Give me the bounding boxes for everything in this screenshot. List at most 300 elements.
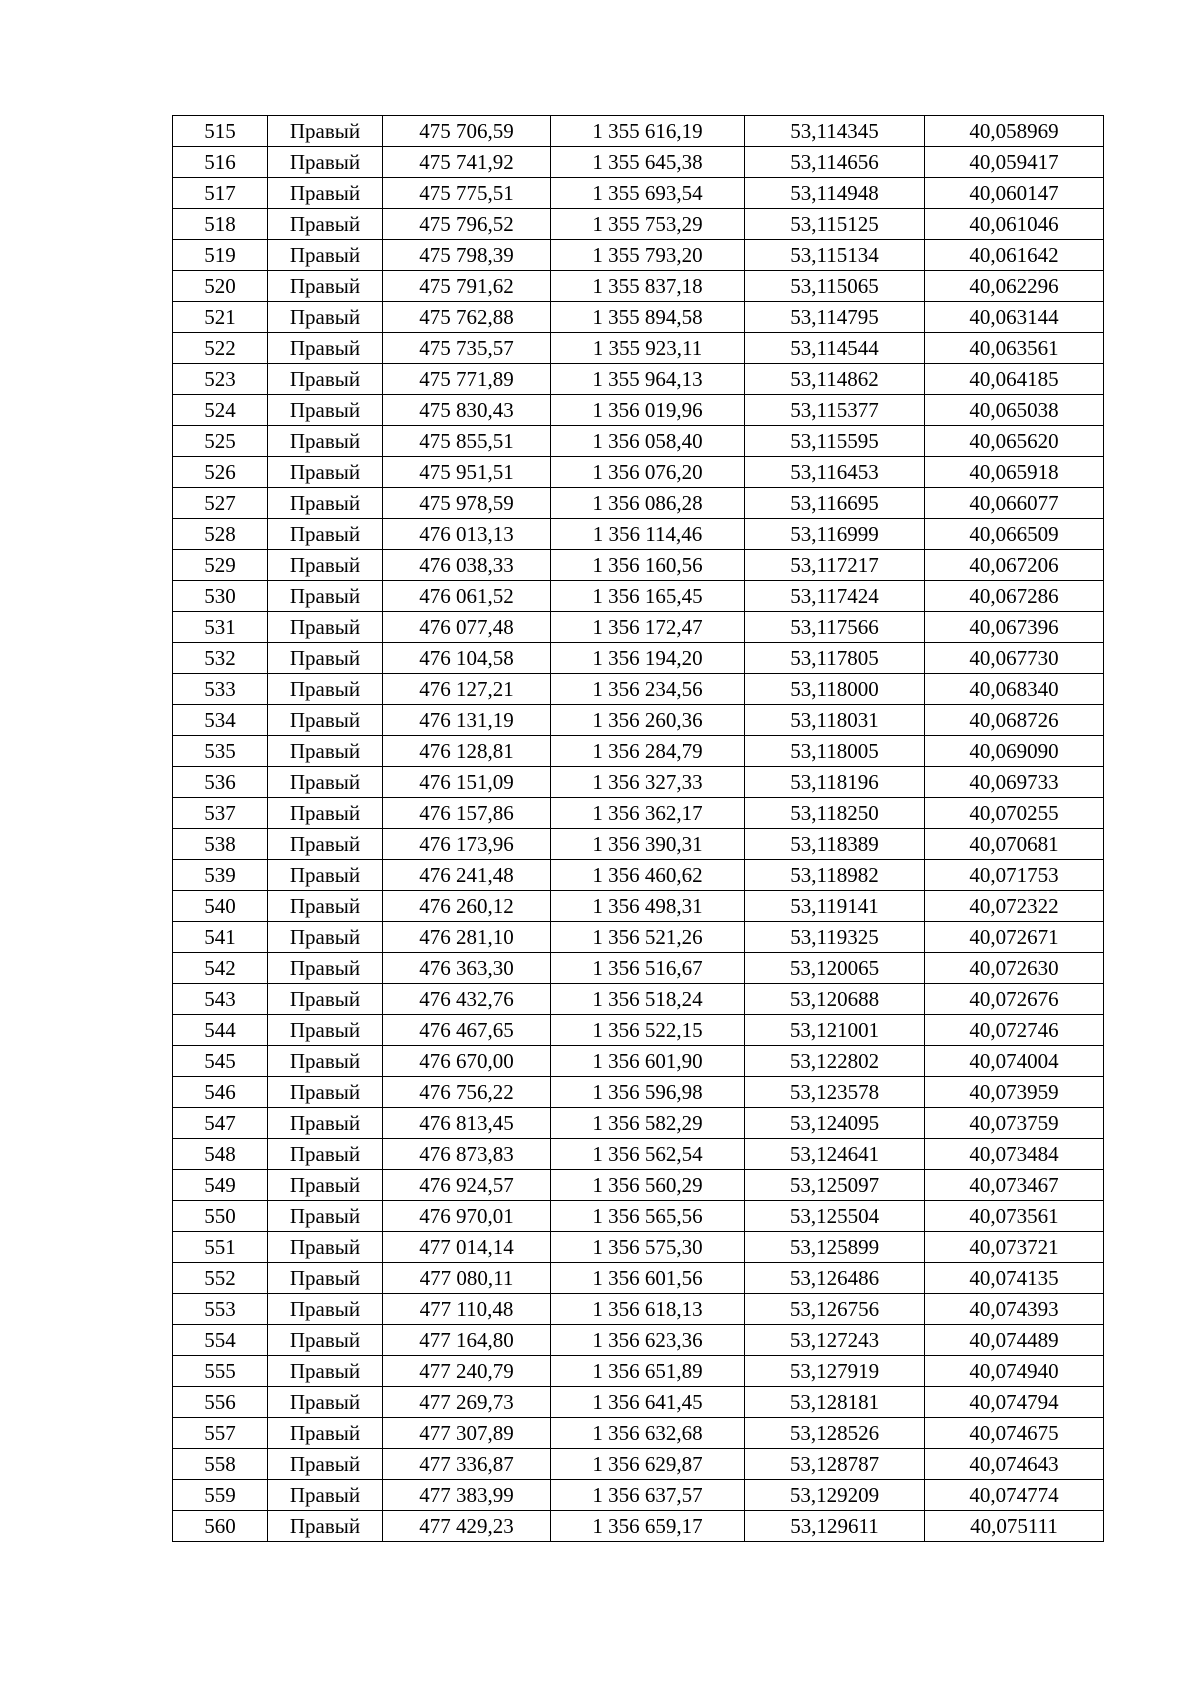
y-coordinate-cell: 1 355 753,29: [551, 209, 745, 240]
latitude-cell: 53,128181: [745, 1387, 925, 1418]
side-cell: Правый: [268, 1108, 383, 1139]
longitude-cell: 40,069090: [925, 736, 1104, 767]
latitude-cell: 53,115134: [745, 240, 925, 271]
x-coordinate-cell: 475 706,59: [383, 116, 551, 147]
y-coordinate-cell: 1 356 058,40: [551, 426, 745, 457]
y-coordinate-cell: 1 355 923,11: [551, 333, 745, 364]
side-cell: Правый: [268, 953, 383, 984]
side-cell: Правый: [268, 767, 383, 798]
side-cell: Правый: [268, 674, 383, 705]
table-row: [173, 147, 1104, 178]
latitude-cell: 53,118982: [745, 860, 925, 891]
point-number-cell: 559: [173, 1480, 268, 1511]
side-cell: Правый: [268, 147, 383, 178]
latitude-cell: 53,126756: [745, 1294, 925, 1325]
point-number-cell: 537: [173, 798, 268, 829]
y-coordinate-cell: 1 356 659,17: [551, 1511, 745, 1542]
point-number-cell: 527: [173, 488, 268, 519]
longitude-cell: 40,065620: [925, 426, 1104, 457]
side-cell: Правый: [268, 643, 383, 674]
latitude-cell: 53,118389: [745, 829, 925, 860]
table-row: [173, 1418, 1104, 1449]
point-number-cell: 550: [173, 1201, 268, 1232]
table-row: [173, 705, 1104, 736]
point-number-cell: 558: [173, 1449, 268, 1480]
y-coordinate-cell: 1 356 582,29: [551, 1108, 745, 1139]
side-cell: Правый: [268, 395, 383, 426]
table-row: [173, 1201, 1104, 1232]
latitude-cell: 53,125899: [745, 1232, 925, 1263]
table-row: [173, 1356, 1104, 1387]
longitude-cell: 40,074794: [925, 1387, 1104, 1418]
longitude-cell: 40,067286: [925, 581, 1104, 612]
point-number-cell: 538: [173, 829, 268, 860]
latitude-cell: 53,122802: [745, 1046, 925, 1077]
point-number-cell: 551: [173, 1232, 268, 1263]
latitude-cell: 53,114862: [745, 364, 925, 395]
table-row: [173, 488, 1104, 519]
side-cell: Правый: [268, 1077, 383, 1108]
latitude-cell: 53,119141: [745, 891, 925, 922]
side-cell: Правый: [268, 891, 383, 922]
table-row: [173, 581, 1104, 612]
x-coordinate-cell: 475 830,43: [383, 395, 551, 426]
x-coordinate-cell: 476 432,76: [383, 984, 551, 1015]
x-coordinate-cell: 475 951,51: [383, 457, 551, 488]
y-coordinate-cell: 1 356 522,15: [551, 1015, 745, 1046]
latitude-cell: 53,116999: [745, 519, 925, 550]
x-coordinate-cell: 476 924,57: [383, 1170, 551, 1201]
point-number-cell: 541: [173, 922, 268, 953]
longitude-cell: 40,065038: [925, 395, 1104, 426]
latitude-cell: 53,129209: [745, 1480, 925, 1511]
latitude-cell: 53,128526: [745, 1418, 925, 1449]
x-coordinate-cell: 477 080,11: [383, 1263, 551, 1294]
side-cell: Правый: [268, 736, 383, 767]
point-number-cell: 525: [173, 426, 268, 457]
y-coordinate-cell: 1 356 521,26: [551, 922, 745, 953]
side-cell: Правый: [268, 1015, 383, 1046]
side-cell: Правый: [268, 860, 383, 891]
table-row: [173, 457, 1104, 488]
point-number-cell: 543: [173, 984, 268, 1015]
latitude-cell: 53,118005: [745, 736, 925, 767]
point-number-cell: 515: [173, 116, 268, 147]
y-coordinate-cell: 1 356 562,54: [551, 1139, 745, 1170]
point-number-cell: 523: [173, 364, 268, 395]
side-cell: Правый: [268, 364, 383, 395]
side-cell: Правый: [268, 1325, 383, 1356]
y-coordinate-cell: 1 356 284,79: [551, 736, 745, 767]
x-coordinate-cell: 476 151,09: [383, 767, 551, 798]
longitude-cell: 40,072671: [925, 922, 1104, 953]
point-number-cell: 519: [173, 240, 268, 271]
x-coordinate-cell: 477 336,87: [383, 1449, 551, 1480]
longitude-cell: 40,070255: [925, 798, 1104, 829]
x-coordinate-cell: 476 077,48: [383, 612, 551, 643]
latitude-cell: 53,117566: [745, 612, 925, 643]
point-number-cell: 560: [173, 1511, 268, 1542]
x-coordinate-cell: 475 855,51: [383, 426, 551, 457]
table-row: [173, 426, 1104, 457]
x-coordinate-cell: 476 104,58: [383, 643, 551, 674]
x-coordinate-cell: 476 281,10: [383, 922, 551, 953]
longitude-cell: 40,064185: [925, 364, 1104, 395]
longitude-cell: 40,073759: [925, 1108, 1104, 1139]
latitude-cell: 53,118250: [745, 798, 925, 829]
side-cell: Правый: [268, 488, 383, 519]
y-coordinate-cell: 1 355 793,20: [551, 240, 745, 271]
longitude-cell: 40,061046: [925, 209, 1104, 240]
coordinates-table-body: [173, 116, 1104, 1542]
longitude-cell: 40,074643: [925, 1449, 1104, 1480]
x-coordinate-cell: 477 429,23: [383, 1511, 551, 1542]
x-coordinate-cell: 476 260,12: [383, 891, 551, 922]
longitude-cell: 40,059417: [925, 147, 1104, 178]
y-coordinate-cell: 1 356 194,20: [551, 643, 745, 674]
latitude-cell: 53,116695: [745, 488, 925, 519]
longitude-cell: 40,072746: [925, 1015, 1104, 1046]
x-coordinate-cell: 476 173,96: [383, 829, 551, 860]
latitude-cell: 53,115125: [745, 209, 925, 240]
longitude-cell: 40,075111: [925, 1511, 1104, 1542]
x-coordinate-cell: 476 128,81: [383, 736, 551, 767]
longitude-cell: 40,067730: [925, 643, 1104, 674]
latitude-cell: 53,116453: [745, 457, 925, 488]
longitude-cell: 40,060147: [925, 178, 1104, 209]
table-row: [173, 364, 1104, 395]
y-coordinate-cell: 1 356 575,30: [551, 1232, 745, 1263]
x-coordinate-cell: 477 164,80: [383, 1325, 551, 1356]
latitude-cell: 53,123578: [745, 1077, 925, 1108]
table-row: [173, 395, 1104, 426]
side-cell: Правый: [268, 519, 383, 550]
y-coordinate-cell: 1 356 637,57: [551, 1480, 745, 1511]
table-row: [173, 1480, 1104, 1511]
side-cell: Правый: [268, 240, 383, 271]
point-number-cell: 557: [173, 1418, 268, 1449]
y-coordinate-cell: 1 356 629,87: [551, 1449, 745, 1480]
x-coordinate-cell: 476 241,48: [383, 860, 551, 891]
longitude-cell: 40,072322: [925, 891, 1104, 922]
latitude-cell: 53,124641: [745, 1139, 925, 1170]
side-cell: Правый: [268, 1232, 383, 1263]
y-coordinate-cell: 1 356 362,17: [551, 798, 745, 829]
y-coordinate-cell: 1 356 460,62: [551, 860, 745, 891]
longitude-cell: 40,066509: [925, 519, 1104, 550]
y-coordinate-cell: 1 355 616,19: [551, 116, 745, 147]
table-row: [173, 1325, 1104, 1356]
side-cell: Правый: [268, 302, 383, 333]
point-number-cell: 529: [173, 550, 268, 581]
table-row: [173, 1449, 1104, 1480]
point-number-cell: 524: [173, 395, 268, 426]
table-row: [173, 767, 1104, 798]
table-row: [173, 798, 1104, 829]
point-number-cell: 547: [173, 1108, 268, 1139]
x-coordinate-cell: 476 756,22: [383, 1077, 551, 1108]
y-coordinate-cell: 1 356 518,24: [551, 984, 745, 1015]
point-number-cell: 526: [173, 457, 268, 488]
point-number-cell: 533: [173, 674, 268, 705]
table-row: [173, 953, 1104, 984]
latitude-cell: 53,119325: [745, 922, 925, 953]
longitude-cell: 40,058969: [925, 116, 1104, 147]
y-coordinate-cell: 1 356 327,33: [551, 767, 745, 798]
x-coordinate-cell: 475 735,57: [383, 333, 551, 364]
longitude-cell: 40,072676: [925, 984, 1104, 1015]
latitude-cell: 53,125504: [745, 1201, 925, 1232]
table-row: [173, 1387, 1104, 1418]
point-number-cell: 517: [173, 178, 268, 209]
x-coordinate-cell: 475 771,89: [383, 364, 551, 395]
x-coordinate-cell: 475 775,51: [383, 178, 551, 209]
side-cell: Правый: [268, 1139, 383, 1170]
latitude-cell: 53,114544: [745, 333, 925, 364]
latitude-cell: 53,117805: [745, 643, 925, 674]
longitude-cell: 40,066077: [925, 488, 1104, 519]
side-cell: Правый: [268, 178, 383, 209]
point-number-cell: 548: [173, 1139, 268, 1170]
latitude-cell: 53,114345: [745, 116, 925, 147]
x-coordinate-cell: 475 796,52: [383, 209, 551, 240]
latitude-cell: 53,117217: [745, 550, 925, 581]
longitude-cell: 40,073561: [925, 1201, 1104, 1232]
point-number-cell: 540: [173, 891, 268, 922]
x-coordinate-cell: 476 813,45: [383, 1108, 551, 1139]
y-coordinate-cell: 1 355 837,18: [551, 271, 745, 302]
y-coordinate-cell: 1 355 894,58: [551, 302, 745, 333]
side-cell: Правый: [268, 1046, 383, 1077]
y-coordinate-cell: 1 356 618,13: [551, 1294, 745, 1325]
y-coordinate-cell: 1 356 641,45: [551, 1387, 745, 1418]
y-coordinate-cell: 1 356 601,90: [551, 1046, 745, 1077]
y-coordinate-cell: 1 355 964,13: [551, 364, 745, 395]
x-coordinate-cell: 476 467,65: [383, 1015, 551, 1046]
point-number-cell: 544: [173, 1015, 268, 1046]
longitude-cell: 40,067206: [925, 550, 1104, 581]
x-coordinate-cell: 476 061,52: [383, 581, 551, 612]
longitude-cell: 40,063144: [925, 302, 1104, 333]
side-cell: Правый: [268, 1201, 383, 1232]
point-number-cell: 522: [173, 333, 268, 364]
side-cell: Правый: [268, 333, 383, 364]
longitude-cell: 40,073467: [925, 1170, 1104, 1201]
point-number-cell: 553: [173, 1294, 268, 1325]
table-row: [173, 612, 1104, 643]
y-coordinate-cell: 1 356 260,36: [551, 705, 745, 736]
latitude-cell: 53,114656: [745, 147, 925, 178]
table-row: [173, 1108, 1104, 1139]
side-cell: Правый: [268, 426, 383, 457]
y-coordinate-cell: 1 356 086,28: [551, 488, 745, 519]
point-number-cell: 554: [173, 1325, 268, 1356]
latitude-cell: 53,120065: [745, 953, 925, 984]
point-number-cell: 528: [173, 519, 268, 550]
longitude-cell: 40,073484: [925, 1139, 1104, 1170]
side-cell: Правый: [268, 1263, 383, 1294]
x-coordinate-cell: 477 307,89: [383, 1418, 551, 1449]
y-coordinate-cell: 1 356 560,29: [551, 1170, 745, 1201]
y-coordinate-cell: 1 356 601,56: [551, 1263, 745, 1294]
point-number-cell: 555: [173, 1356, 268, 1387]
table-row: [173, 1232, 1104, 1263]
side-cell: Правый: [268, 612, 383, 643]
latitude-cell: 53,125097: [745, 1170, 925, 1201]
table-row: [173, 1077, 1104, 1108]
latitude-cell: 53,118000: [745, 674, 925, 705]
y-coordinate-cell: 1 356 234,56: [551, 674, 745, 705]
point-number-cell: 539: [173, 860, 268, 891]
side-cell: Правый: [268, 1170, 383, 1201]
x-coordinate-cell: 477 110,48: [383, 1294, 551, 1325]
x-coordinate-cell: 476 363,30: [383, 953, 551, 984]
point-number-cell: 546: [173, 1077, 268, 1108]
point-number-cell: 534: [173, 705, 268, 736]
longitude-cell: 40,074675: [925, 1418, 1104, 1449]
point-number-cell: 520: [173, 271, 268, 302]
table-row: [173, 1263, 1104, 1294]
x-coordinate-cell: 476 873,83: [383, 1139, 551, 1170]
y-coordinate-cell: 1 356 596,98: [551, 1077, 745, 1108]
latitude-cell: 53,114795: [745, 302, 925, 333]
latitude-cell: 53,118196: [745, 767, 925, 798]
y-coordinate-cell: 1 356 165,45: [551, 581, 745, 612]
y-coordinate-cell: 1 356 019,96: [551, 395, 745, 426]
side-cell: Правый: [268, 116, 383, 147]
latitude-cell: 53,124095: [745, 1108, 925, 1139]
latitude-cell: 53,127919: [745, 1356, 925, 1387]
side-cell: Правый: [268, 705, 383, 736]
x-coordinate-cell: 475 978,59: [383, 488, 551, 519]
table-row: [173, 240, 1104, 271]
y-coordinate-cell: 1 356 390,31: [551, 829, 745, 860]
table-row: [173, 550, 1104, 581]
table-row: [173, 643, 1104, 674]
x-coordinate-cell: 477 240,79: [383, 1356, 551, 1387]
longitude-cell: 40,062296: [925, 271, 1104, 302]
y-coordinate-cell: 1 355 693,54: [551, 178, 745, 209]
longitude-cell: 40,068340: [925, 674, 1104, 705]
latitude-cell: 53,118031: [745, 705, 925, 736]
x-coordinate-cell: 476 038,33: [383, 550, 551, 581]
x-coordinate-cell: 477 269,73: [383, 1387, 551, 1418]
table-row: [173, 271, 1104, 302]
longitude-cell: 40,068726: [925, 705, 1104, 736]
side-cell: Правый: [268, 457, 383, 488]
side-cell: Правый: [268, 550, 383, 581]
table-row: [173, 1139, 1104, 1170]
table-row: [173, 1170, 1104, 1201]
table-row: [173, 674, 1104, 705]
side-cell: Правый: [268, 209, 383, 240]
point-number-cell: 530: [173, 581, 268, 612]
coordinates-table: [172, 115, 1104, 1542]
side-cell: Правый: [268, 984, 383, 1015]
y-coordinate-cell: 1 356 632,68: [551, 1418, 745, 1449]
side-cell: Правый: [268, 1449, 383, 1480]
point-number-cell: 545: [173, 1046, 268, 1077]
side-cell: Правый: [268, 1418, 383, 1449]
point-number-cell: 536: [173, 767, 268, 798]
longitude-cell: 40,069733: [925, 767, 1104, 798]
side-cell: Правый: [268, 1511, 383, 1542]
x-coordinate-cell: 475 741,92: [383, 147, 551, 178]
x-coordinate-cell: 476 013,13: [383, 519, 551, 550]
y-coordinate-cell: 1 356 114,46: [551, 519, 745, 550]
point-number-cell: 556: [173, 1387, 268, 1418]
table-row: [173, 1015, 1104, 1046]
x-coordinate-cell: 475 798,39: [383, 240, 551, 271]
longitude-cell: 40,073721: [925, 1232, 1104, 1263]
table-row: [173, 891, 1104, 922]
latitude-cell: 53,114948: [745, 178, 925, 209]
longitude-cell: 40,065918: [925, 457, 1104, 488]
table-row: [173, 116, 1104, 147]
side-cell: Правый: [268, 581, 383, 612]
x-coordinate-cell: 475 791,62: [383, 271, 551, 302]
y-coordinate-cell: 1 356 160,56: [551, 550, 745, 581]
y-coordinate-cell: 1 356 498,31: [551, 891, 745, 922]
latitude-cell: 53,117424: [745, 581, 925, 612]
x-coordinate-cell: 477 014,14: [383, 1232, 551, 1263]
side-cell: Правый: [268, 271, 383, 302]
longitude-cell: 40,072630: [925, 953, 1104, 984]
latitude-cell: 53,128787: [745, 1449, 925, 1480]
latitude-cell: 53,115065: [745, 271, 925, 302]
longitude-cell: 40,074940: [925, 1356, 1104, 1387]
longitude-cell: 40,070681: [925, 829, 1104, 860]
table-row: [173, 829, 1104, 860]
point-number-cell: 532: [173, 643, 268, 674]
table-row: [173, 209, 1104, 240]
table-row: [173, 302, 1104, 333]
longitude-cell: 40,067396: [925, 612, 1104, 643]
table-row: [173, 1046, 1104, 1077]
side-cell: Правый: [268, 922, 383, 953]
longitude-cell: 40,071753: [925, 860, 1104, 891]
y-coordinate-cell: 1 356 516,67: [551, 953, 745, 984]
y-coordinate-cell: 1 356 172,47: [551, 612, 745, 643]
x-coordinate-cell: 476 131,19: [383, 705, 551, 736]
y-coordinate-cell: 1 356 565,56: [551, 1201, 745, 1232]
point-number-cell: 531: [173, 612, 268, 643]
table-row: [173, 860, 1104, 891]
longitude-cell: 40,074004: [925, 1046, 1104, 1077]
table-row: [173, 736, 1104, 767]
table-row: [173, 178, 1104, 209]
table-row: [173, 519, 1104, 550]
side-cell: Правый: [268, 1356, 383, 1387]
y-coordinate-cell: 1 355 645,38: [551, 147, 745, 178]
point-number-cell: 518: [173, 209, 268, 240]
longitude-cell: 40,061642: [925, 240, 1104, 271]
table-row: [173, 1511, 1104, 1542]
table-row: [173, 333, 1104, 364]
side-cell: Правый: [268, 1480, 383, 1511]
longitude-cell: 40,074135: [925, 1263, 1104, 1294]
latitude-cell: 53,115377: [745, 395, 925, 426]
side-cell: Правый: [268, 1387, 383, 1418]
x-coordinate-cell: 476 670,00: [383, 1046, 551, 1077]
x-coordinate-cell: 476 970,01: [383, 1201, 551, 1232]
y-coordinate-cell: 1 356 076,20: [551, 457, 745, 488]
latitude-cell: 53,126486: [745, 1263, 925, 1294]
table-row: [173, 984, 1104, 1015]
point-number-cell: 521: [173, 302, 268, 333]
x-coordinate-cell: 476 127,21: [383, 674, 551, 705]
latitude-cell: 53,129611: [745, 1511, 925, 1542]
